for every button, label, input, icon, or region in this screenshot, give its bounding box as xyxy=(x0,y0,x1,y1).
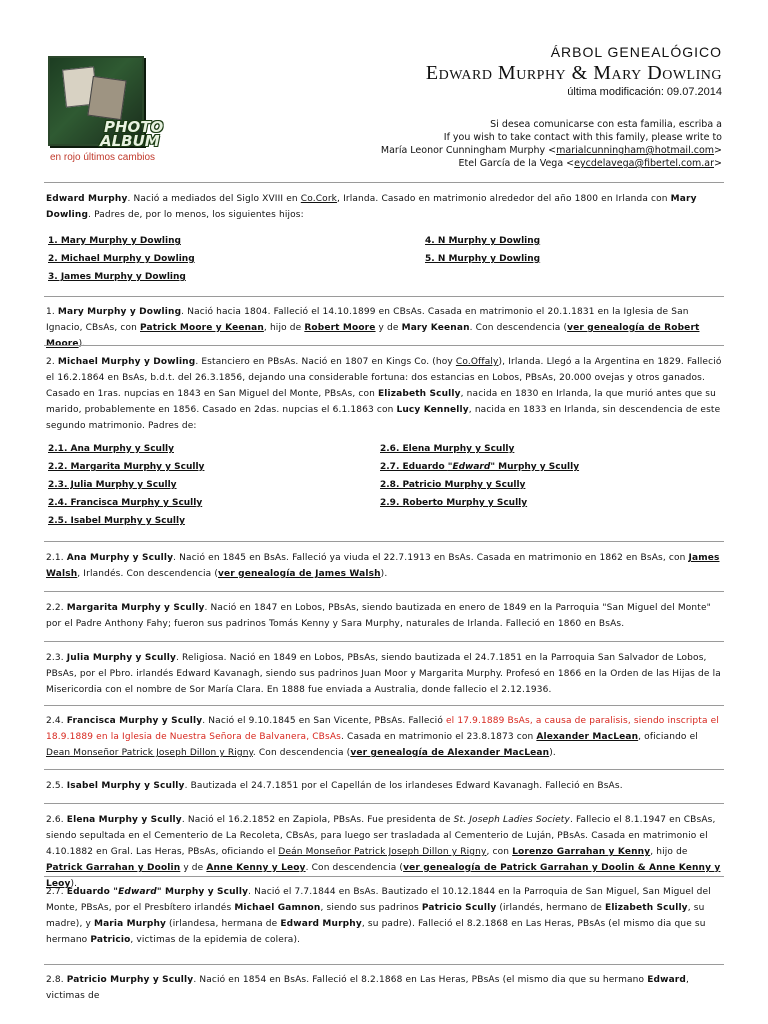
intro-paragraph: Edward Murphy. Nació a mediados del Siglo XVIII en Co.Cork, Irlanda. Casado en matrimonio alrededor del año 1800 en Irlanda con Mary Dowling. Padres de, por lo menos, los siguientes hijos: xyxy=(46,194,697,220)
child-link[interactable]: 2.1. Ana Murphy y Scully xyxy=(48,444,174,454)
scully-list-right xyxy=(380,440,579,512)
child-link[interactable]: 4. N Murphy y Dowling xyxy=(425,236,541,246)
link-genealogy-alexander-maclean[interactable]: ver genealogía de Alexander MacLean xyxy=(350,748,550,758)
entry-michael: 2. Michael Murphy y Dowling. Estanciero en PBsAs. Nació en 1807 en Kings Co. (hoy Co.Offaly), Irlanda. Llegó a la Argentina en 1829. Falleció el 16.2.1864 en BsAs, b.d.t. del 26.3.1856, dejando una considerable fortuna: dos estancias en Lobos, PBsAs, 20.000 ovejas y otros ganados. Casado en 1ras. nupcias en 1843 en San Miguel del Monte, PBsAs, con Elizabeth Scully, nacida en 1830 en Irlanda, la que murió antes que su marido, probablemente en 1856. Casado en 2das. nupcias el 6.1.1863 con Lucy Kennelly, nacida en 1833 en Irlanda, sin descendencia de este segundo matrimonio. Padres de: xyxy=(46,357,722,431)
page-kicker: ÁRBOL GENEALÓGICO xyxy=(550,44,722,60)
email-link-maria[interactable]: marialcunningham@hotmail.com xyxy=(556,145,715,156)
scully-list-left xyxy=(48,440,204,530)
entry-julia: 2.3. Julia Murphy y Scully. Religiosa. Nació en 1849 en Lobos, PBsAs, siendo bautizada el 24.7.1851 en la Parroquia San Salvador de Lobos, PBsAs, por el Pbro. irlandés Edward Kavanagh, siendo sus padrinos Juan Moor y Margarita Murphy. Profesó en 1866 en la Orden de las Hijas de la Misericordia con el nombre de Sor María Clara. En 1888 fue enviada a Australia, donde fallecio el 2.12.1936. xyxy=(46,653,721,695)
divider xyxy=(44,296,724,297)
child-link[interactable]: 2.3. Julia Murphy y Scully xyxy=(48,480,177,490)
divider xyxy=(44,345,724,346)
last-modified: última modificación: 09.07.2014 xyxy=(567,86,722,98)
divider xyxy=(44,964,724,965)
child-link[interactable]: 3. James Murphy y Dowling xyxy=(48,272,186,282)
link-alexander-maclean[interactable]: Alexander MacLean xyxy=(536,732,639,742)
link-dean-dillon[interactable]: Dean Monseñor Patrick Joseph Dillon y Rigny xyxy=(46,748,253,758)
link-genealogy-james-walsh[interactable]: ver genealogía de James Walsh xyxy=(218,569,381,579)
contact-line-en: If you wish to take contact with this family, please write to xyxy=(443,132,722,143)
child-link[interactable]: 2.5. Isabel Murphy y Scully xyxy=(48,516,185,526)
divider xyxy=(44,591,724,592)
link-genealogy-robert-moore[interactable]: ver genealogía de Robert Moore xyxy=(46,323,700,349)
entry-elena: 2.6. Elena Murphy y Scully. Nació el 16.2.1852 en Zapiola, PBsAs. Fue presidenta de St. Joseph Ladies Society. Fallecio el 8.1.1947 en CBsAs, siendo sepultada en el Cementerio de La Recoleta, CBsAs, para luego ser trasladada al Cementerio de Luján, PBsAs. Casada en matrimonio el 4.10.1882 en Gral. Las Heras, PBsAs, oficiando el Deán Monseñor Patrick Joseph Dillon y Rigny, con Lorenzo Garrahan y Kenny, hijo de Patrick Garrahan y Doolin y de Anne Kenny y Leoy. Con descendencia (ver genealogía de Patrick Garrahan y Doolin & Anne Kenny y Leoy). xyxy=(46,815,721,889)
link-lorenzo-garrahan[interactable]: Lorenzo Garrahan y Kenny xyxy=(512,847,651,857)
page-title: Edward Murphy & Mary Dowling xyxy=(425,62,722,84)
divider xyxy=(44,641,724,642)
children-list-left xyxy=(48,232,195,286)
email-link-etel[interactable]: eycdelavega@fibertel.com.ar xyxy=(574,158,715,169)
recent-change-text: el 17.9.1889 BsAs, a causa de paralisis, siendo inscripta el 18.9.1889 en la Iglesia de Nuestra Señora de Balvanera, CBsAs xyxy=(46,716,719,742)
child-link[interactable]: 1. Mary Murphy y Dowling xyxy=(48,236,181,246)
divider xyxy=(44,705,724,706)
link-james-walsh[interactable]: James Walsh xyxy=(46,553,720,579)
legend-red-changes: en rojo últimos cambios xyxy=(50,152,156,163)
divider xyxy=(44,803,724,804)
divider xyxy=(44,769,724,770)
child-link[interactable]: 5. N Murphy y Dowling xyxy=(425,254,541,264)
child-link[interactable]: 2.8. Patricio Murphy y Scully xyxy=(380,480,526,490)
child-link[interactable]: 2. Michael Murphy y Dowling xyxy=(48,254,195,264)
divider xyxy=(44,541,724,542)
contact-maria: María Leonor Cunningham Murphy <marialcunningham@hotmail.com> xyxy=(380,145,722,156)
link-patrick-garrahan[interactable]: Patrick Garrahan y Doolin xyxy=(46,863,181,873)
entry-patricio: 2.8. Patricio Murphy y Scully. Nació en 1854 en BsAs. Falleció el 8.2.1868 en Las Heras, PBsAs (el mismo dia que su hermano Edward, victimas de xyxy=(46,975,689,1001)
link-co-offaly[interactable]: Co.Offaly xyxy=(455,357,499,367)
child-link[interactable]: 2.2. Margarita Murphy y Scully xyxy=(48,462,205,472)
entry-ana: 2.1. Ana Murphy y Scully. Nació en 1845 en BsAs. Falleció ya viuda el 22.7.1913 en BsAs. Casada en matrimonio en 1862 en BsAs, con James Walsh, Irlandés. Con descendencia (ver genealogía de James Walsh). xyxy=(46,553,720,579)
contact-block xyxy=(381,118,722,170)
link-co-cork[interactable]: Co.Cork xyxy=(300,194,338,204)
child-link[interactable]: 2.9. Roberto Murphy y Scully xyxy=(380,498,528,508)
contact-etel: Etel García de la Vega <eycdelavega@fibertel.com.ar> xyxy=(458,158,722,169)
entry-isabel: 2.5. Isabel Murphy y Scully. Bautizada el 24.7.1851 por el Capellán de los irlandeses Edward Kavanagh. Falleció en BsAs. xyxy=(46,781,623,791)
link-anne-kenny[interactable]: Anne Kenny y Leoy xyxy=(206,863,306,873)
link-genealogy-garrahan-kenny[interactable]: ver genealogía de Patrick Garrahan y Doolin & Anne Kenny y Leoy xyxy=(46,863,721,889)
divider xyxy=(44,182,724,183)
photo-album-logo xyxy=(48,56,166,168)
children-list-right xyxy=(425,232,540,268)
entry-francisca: 2.4. Francisca Murphy y Scully. Nació el 9.10.1845 en San Vicente, PBsAs. Falleció el 17.9.1889 BsAs, a causa de paralisis, siendo inscripta el 18.9.1889 en la Iglesia de Nuestra Señora de Balvanera, CBsAs. Casada en matrimonio el 23.8.1873 con Alexander MacLean, oficiando el Dean Monseñor Patrick Joseph Dillon y Rigny. Con descendencia (ver genealogía de Alexander MacLean). xyxy=(46,716,719,758)
page-header xyxy=(426,44,722,98)
child-link[interactable]: 2.6. Elena Murphy y Scully xyxy=(380,444,515,454)
logo-word-photo: PHOTO xyxy=(104,118,164,136)
logo-word-album: ALBUM xyxy=(100,132,160,150)
link-dean-dillon[interactable]: Deán Monseñor Patrick Joseph Dillon y Rigny xyxy=(278,847,487,857)
link-patrick-moore[interactable]: Patrick Moore y Keenan xyxy=(140,323,264,333)
child-link[interactable]: 2.7. Eduardo "Edward" Murphy y Scully xyxy=(380,462,580,472)
entry-eduardo: 2.7. Eduardo "Edward" Murphy y Scully. Nació el 7.7.1844 en BsAs. Bautizado el 10.12.1844 en la Parroquia de San Miguel, San Miguel del Monte, PBsAs, por el Presbítero irlandés Michael Gamnon, siendo sus padrinos Patricio Scully (irlandés, hermano de Elizabeth Scully, su madre), y Maria Murphy (irlandesa, hermana de Edward Murphy, su padre). Falleció el 8.2.1868 en Las Heras, PBsAs (el mismo dia que su hermano Patricio, victimas de la epidemia de colera). xyxy=(46,887,711,945)
contact-line-es: Si desea comunicarse con esta familia, escriba a xyxy=(490,119,722,130)
entry-margarita: 2.2. Margarita Murphy y Scully. Nació en 1847 en Lobos, PBsAs, siendo bautizada en enero de 1849 en la Parroquia "San Miguel del Monte" por el Padre Anthony Fahy; fueron sus padrinos Tomás Kenny y Sara Murphy, naturales de Irlanda. Falleció en 1860 en BsAs. xyxy=(46,603,711,629)
entry-mary: 1. Mary Murphy y Dowling. Nació hacia 1804. Falleció el 14.10.1899 en CBsAs. Casada en matrimonio el 20.1.1831 en la Iglesia de San Ignacio, CBsAs, con Patrick Moore y Keenan, hijo de Robert Moore y de Mary Keenan. Con descendencia (ver genealogía de Robert Moore). xyxy=(46,307,700,349)
link-robert-moore[interactable]: Robert Moore xyxy=(304,323,376,333)
child-link[interactable]: 2.4. Francisca Murphy y Scully xyxy=(48,498,203,508)
divider xyxy=(44,876,724,877)
